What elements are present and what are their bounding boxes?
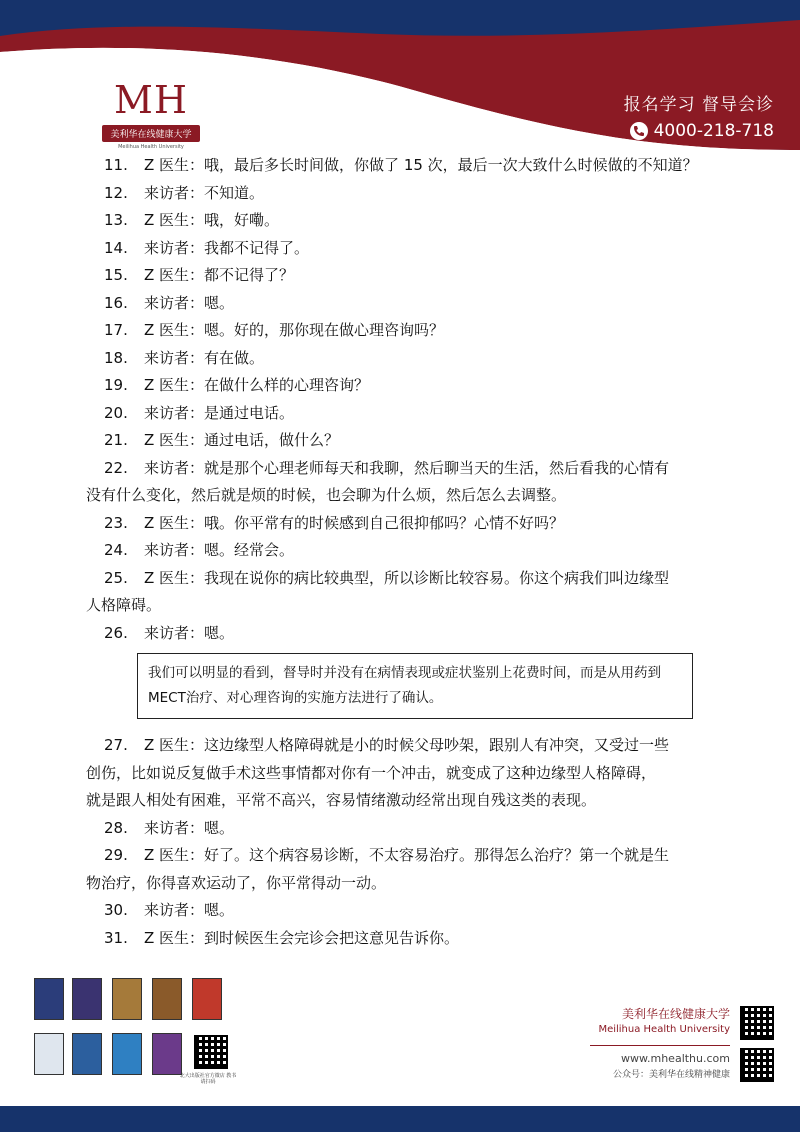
- line-number: 22.: [104, 458, 128, 477]
- transcript-line: [104, 317, 724, 345]
- line-text: 来访者：是通过电话。: [144, 403, 295, 422]
- transcript-line: [104, 815, 724, 843]
- line-number: 21.: [104, 431, 128, 449]
- line-text: Z 医生：哦。你平常有的时候感到自己很抑郁吗？心情不好吗？: [144, 513, 565, 532]
- line-text: 来访者：嗯。: [144, 818, 235, 837]
- line-number: 17.: [104, 321, 128, 339]
- book-cover: [192, 978, 222, 1020]
- line-text: 来访者：嗯。: [144, 293, 235, 312]
- book-cover: [34, 978, 64, 1020]
- book-covers: [30, 978, 237, 1085]
- line-text: Z 医生：在做什么样的心理咨询？: [144, 376, 370, 394]
- line-number: 18.: [104, 348, 128, 367]
- line-number: 13.: [104, 211, 128, 229]
- line-text: Z 医生：都不记得了？: [144, 266, 295, 284]
- transcript-line: [104, 732, 724, 760]
- transcript-line: [104, 455, 724, 483]
- line-number: 27.: [104, 736, 128, 754]
- transcript-line: [104, 235, 724, 263]
- line-continuation: 物治疗，你得喜欢运动了，你平常得动一动。: [86, 873, 387, 892]
- supervisor-note-box: 我们可以明显的看到，督导时并没有在病情表现或症状鉴别上花费时间，而是从用药到MECT治疗、对心理咨询的实施方法进行了确认。: [137, 653, 693, 719]
- line-continuation: 没有什么变化，然后就是烦的时候，也会聊为什么烦，然后怎么去调整。: [86, 486, 567, 504]
- line-text: 来访者：嗯。: [144, 623, 235, 642]
- line-number: 15.: [104, 266, 128, 284]
- transcript-line: [104, 537, 724, 565]
- transcript-line: [104, 152, 724, 180]
- transcript-line: [104, 427, 724, 455]
- qr-code-icon[interactable]: [194, 1035, 228, 1069]
- line-continuation: 创伤，比如说反复做手术这些事情都对你有一个冲击，就变成了这种边缘型人格障碍，: [86, 763, 657, 782]
- line-text: 来访者：嗯。经常会。: [144, 541, 295, 559]
- line-text: Z 医生：到时候医生会完诊会把这意见告诉你。: [144, 928, 460, 947]
- transcript-line: [104, 897, 724, 925]
- transcript-line: [104, 180, 724, 208]
- line-number: 14.: [104, 238, 128, 257]
- book-cover: [72, 1033, 102, 1075]
- book-cover: [72, 978, 102, 1020]
- logo-mark: MH: [113, 78, 189, 122]
- footer-bar: [0, 1106, 800, 1132]
- contact-phone[interactable]: [624, 121, 774, 141]
- divider: [590, 1045, 730, 1046]
- transcript-line: [104, 207, 724, 235]
- line-text: Z 医生：这边缘型人格障碍就是小的时候父母吵架，跟别人有冲突，又受过一些: [144, 736, 670, 754]
- line-text: Z 医生：哦，好嘞。: [144, 211, 280, 229]
- line-text: Z 医生：好了。这个病容易诊断，不太容易治疗。那得怎么治疗？第一个就是生: [144, 846, 670, 864]
- line-number: 29.: [104, 846, 128, 864]
- line-text: 来访者：有在做。: [144, 348, 265, 367]
- line-number: 26.: [104, 623, 128, 642]
- page-header: [0, 0, 800, 150]
- line-continuation: 人格障碍。: [86, 596, 162, 614]
- line-number: 28.: [104, 818, 128, 837]
- line-text: Z 医生：哦，最后多长时间做，你做了 15 次，最后一次大致什么时候做的不知道？: [144, 156, 698, 174]
- transcript-line: [104, 510, 724, 538]
- university-logo: [96, 78, 206, 151]
- qr-code-icon[interactable]: [740, 1048, 774, 1082]
- transcript-line: [104, 345, 724, 373]
- book-cover: [34, 1033, 64, 1075]
- transcript-line: [104, 565, 724, 593]
- phone-icon: [630, 122, 648, 140]
- university-name-en: Meilihua Health University: [598, 1024, 730, 1035]
- line-text: Z 医生：通过电话，做什么？: [144, 431, 340, 449]
- transcript-line: [104, 400, 724, 428]
- transcript-line: [104, 290, 724, 318]
- line-text: 来访者：不知道。: [144, 183, 265, 202]
- line-text: 来访者：我都不记得了。: [144, 238, 310, 257]
- line-number: 23.: [104, 513, 128, 532]
- book-cover: [152, 978, 182, 1020]
- book-cover: [112, 978, 142, 1020]
- line-number: 20.: [104, 403, 128, 422]
- transcript-line: [104, 372, 724, 400]
- transcript-part-1: [86, 152, 724, 647]
- line-text: Z 医生：我现在说你的病比较典型，所以诊断比较容易。你这个病我们叫边缘型: [144, 568, 670, 587]
- line-number: 11.: [104, 156, 128, 174]
- line-number: 19.: [104, 376, 128, 394]
- university-info: [590, 1005, 730, 1080]
- qr-caption: 北大出版社官方微店 教书请扫码: [179, 1073, 237, 1085]
- line-number: 16.: [104, 293, 128, 312]
- university-name-cn: 美利华在线健康大学: [621, 1007, 730, 1021]
- book-cover: [152, 1033, 182, 1075]
- line-text: Z 医生：嗯。好的，那你现在做心理咨询吗？: [144, 321, 445, 339]
- website-link[interactable]: www.mhealthu.com: [621, 1052, 730, 1065]
- transcript-line: [104, 262, 724, 290]
- logo-ribbon: 美利华在线健康大学: [102, 125, 199, 142]
- wechat-account: 公众号：美利华在线精神健康: [612, 1070, 730, 1080]
- line-number: 30.: [104, 901, 128, 919]
- transcript-line: [104, 925, 724, 953]
- transcript-part-2: [86, 732, 724, 952]
- line-number: 31.: [104, 928, 128, 947]
- line-number: 24.: [104, 541, 128, 559]
- contact-services: 报名学习 督导会诊: [623, 95, 774, 115]
- logo-english: Meilihua Health University: [118, 144, 184, 150]
- book-cover: [112, 1033, 142, 1075]
- transcript-line: [104, 842, 724, 870]
- line-text: 来访者：就是那个心理老师每天和我聊，然后聊当天的生活，然后看我的心情有: [144, 458, 670, 477]
- header-contact: [624, 90, 774, 141]
- transcript-line: [104, 620, 724, 648]
- phone-number: 4000-218-718: [653, 121, 774, 141]
- line-number: 25.: [104, 568, 128, 587]
- line-text: 来访者：嗯。: [144, 901, 235, 919]
- qr-code-icon[interactable]: [740, 1006, 774, 1040]
- line-number: 12.: [104, 183, 128, 202]
- line-continuation: 就是跟人相处有困难，平常不高兴，容易情绪激动经常出现自残这类的表现。: [86, 791, 597, 809]
